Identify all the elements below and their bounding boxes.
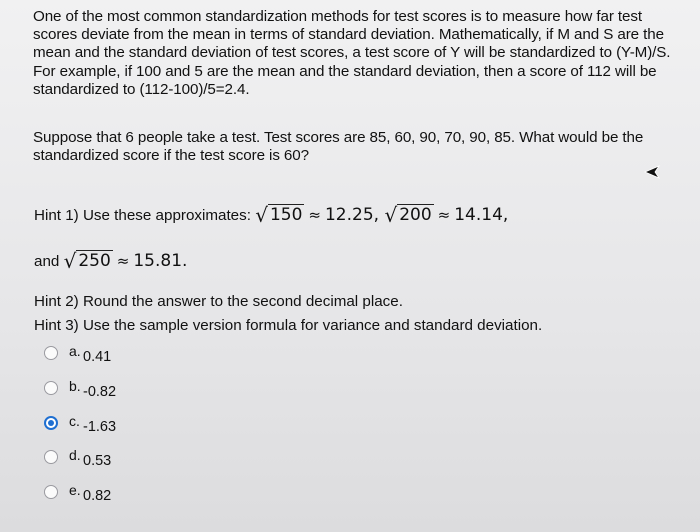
option-d-letter: d. [69, 447, 81, 463]
sqrt-200-expression [384, 205, 508, 225]
option-d-value: 0.53 [83, 453, 112, 469]
radicand-200: 200 [399, 205, 432, 225]
hint-2-text: Hint 2) Round the answer to the second decimal place. [34, 293, 403, 310]
hint-1-and: and [34, 253, 60, 270]
option-c[interactable] [44, 413, 244, 435]
radical-sign-icon: √ [384, 203, 398, 227]
value-15-81: 15.81 [133, 251, 183, 271]
radicand-250: 250 [78, 251, 111, 271]
mouse-pointer-icon [644, 164, 660, 180]
hint-1-label: Hint 1) Use these approximates: [34, 207, 251, 224]
approx-sign: ≈ [308, 206, 321, 224]
hint-1-line-1 [34, 203, 508, 226]
option-b-letter: b. [69, 378, 81, 394]
sqrt-150-expression [255, 205, 384, 225]
value-14-14: 14.14 [454, 205, 503, 225]
radio-option-a[interactable] [44, 346, 58, 360]
option-a-letter: a. [69, 343, 81, 359]
option-e-letter: e. [69, 482, 81, 498]
option-b-value: -0.82 [83, 384, 117, 400]
separator-1: , [373, 205, 380, 225]
option-e-value: 0.82 [83, 488, 112, 504]
hint-1-line-2 [34, 249, 187, 272]
approx-sign: ≈ [437, 206, 451, 224]
option-a[interactable] [44, 343, 244, 365]
separator-2: , [502, 205, 509, 225]
radio-option-b[interactable] [44, 381, 58, 395]
option-e[interactable] [44, 482, 244, 504]
value-12-25: 12.25 [324, 205, 374, 225]
option-b[interactable] [44, 378, 244, 400]
radio-option-c-selected[interactable] [44, 416, 58, 430]
sqrt-250-expression [64, 251, 188, 271]
radio-option-d[interactable] [44, 450, 58, 464]
radical-sign-icon: √ [63, 249, 77, 273]
option-d[interactable] [44, 447, 244, 469]
approx-sign: ≈ [116, 252, 130, 270]
hint-3-text: Hint 3) Use the sample version formula for variance and standard deviation. [34, 317, 543, 334]
option-c-value: -1.63 [83, 419, 117, 435]
radicand-150: 150 [269, 205, 303, 225]
question-intro-text: One of the most common standardization methods for test scores is to measure how far test scores deviate from the mean in terms of standard deviation. Mathematically, if M and S are the mean and the standard deviation of test scores, a test score of Y will be standardized to (Y-M)/S. For example, if 100 and 5 are the mean and the standard deviation, then a score of 112 will be standardized to (112-100)/5=2.4. [33, 8, 671, 98]
radical-sign-icon: √ [255, 203, 268, 227]
question-prompt-text: Suppose that 6 people take a test. Test scores are 85, 60, 90, 70, 90, 85. What would be the standardized score if the test score is 60? [33, 129, 644, 165]
terminator: . [182, 251, 188, 271]
option-c-letter: c. [69, 413, 80, 429]
radio-option-e[interactable] [44, 485, 58, 499]
option-a-value: 0.41 [83, 349, 112, 365]
